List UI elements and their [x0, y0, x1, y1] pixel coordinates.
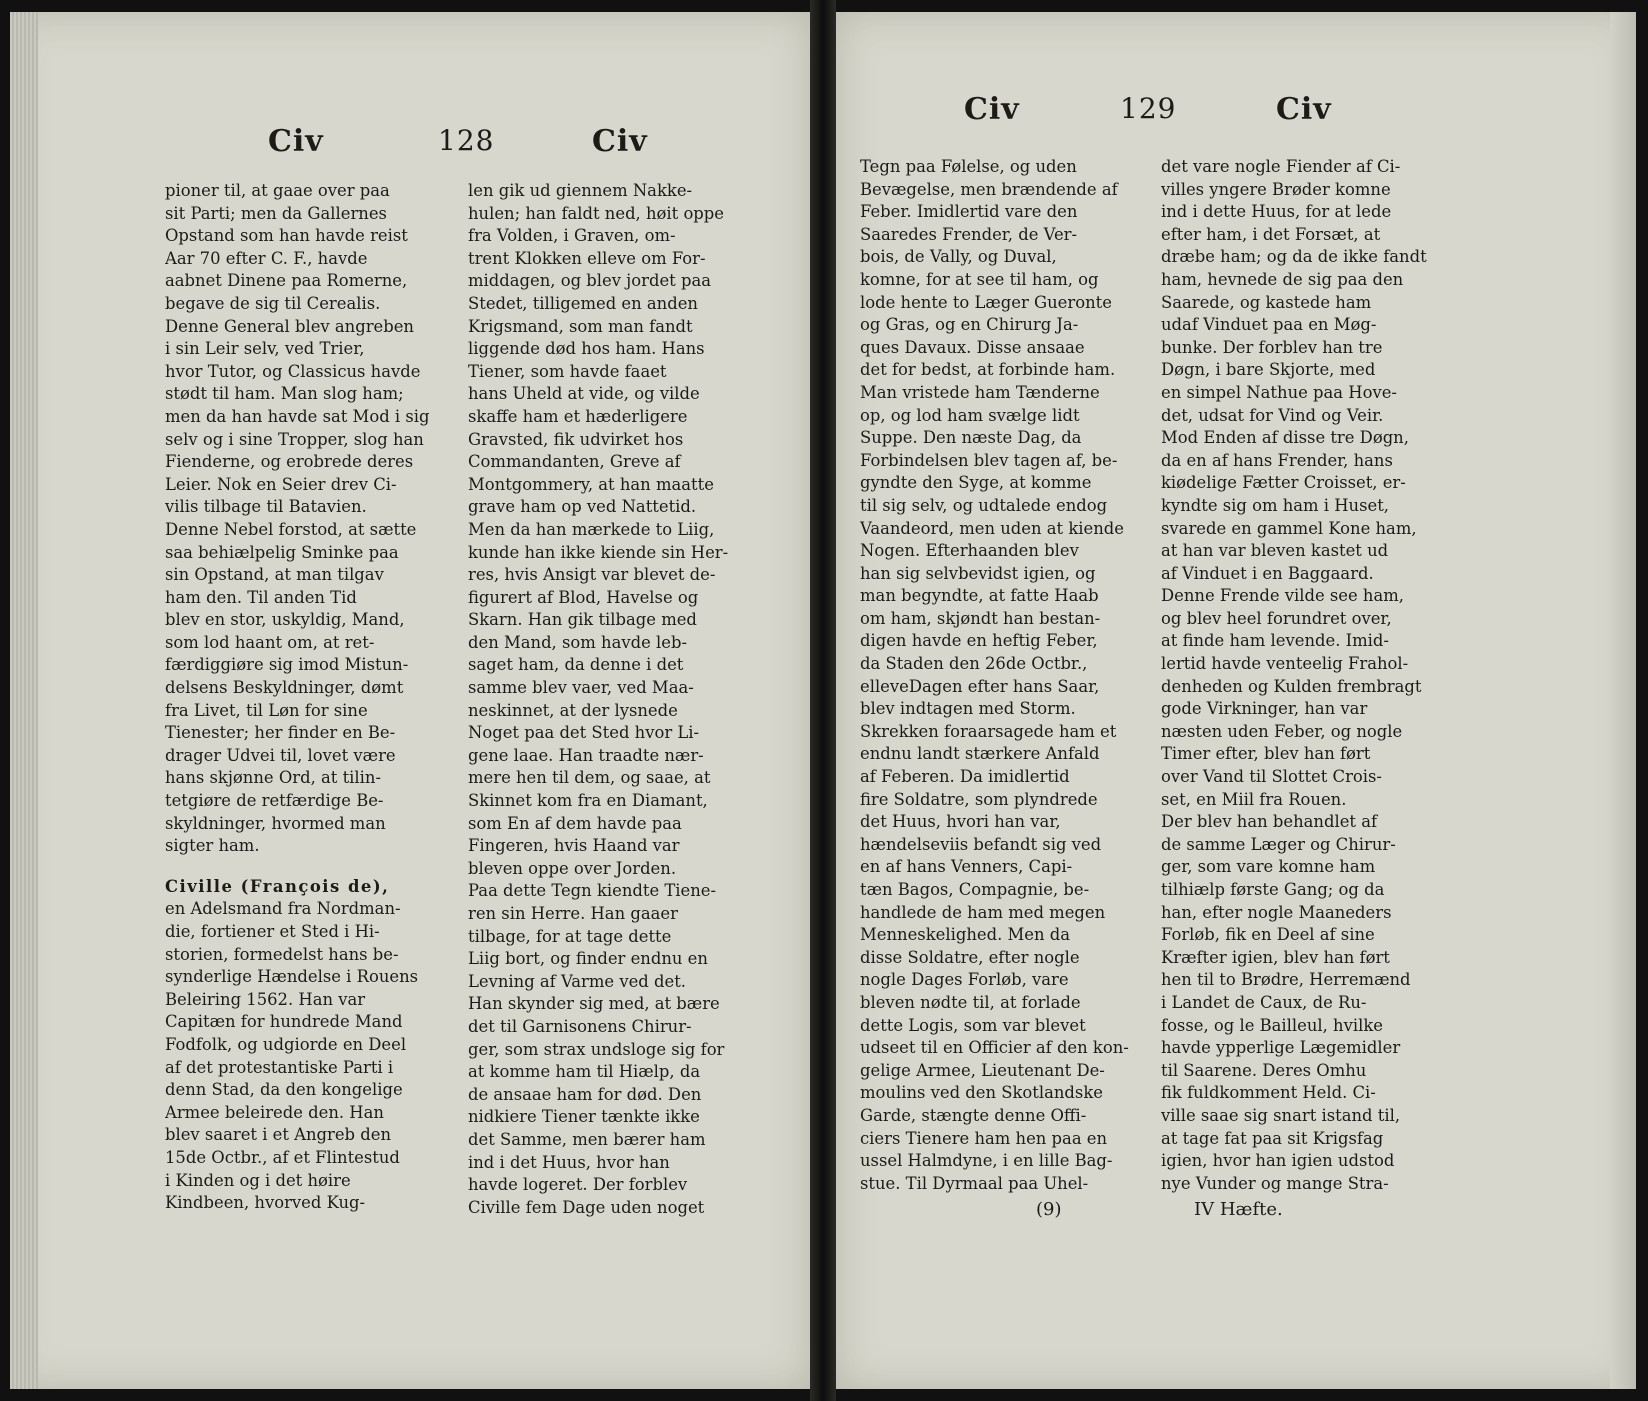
text-line: Stedet, tilligemed en anden [468, 293, 698, 313]
text-line: Vaandeord, men uden at kiende [860, 518, 1124, 538]
text-line: det Samme, men bærer ham [468, 1129, 706, 1149]
text-line: de samme Læger og Chirur- [1161, 834, 1396, 854]
text-line: at komme ham til Hiælp, da [468, 1062, 701, 1082]
text-line: Tiener, som havde faaet [468, 361, 667, 381]
text-line: kunde han ikke kiende sin Her- [468, 542, 729, 562]
text-line: Gravsted, fik udvirket hos [468, 429, 684, 449]
text-line: den Mand, som havde leb- [468, 632, 687, 652]
text-line: ger, som strax undsloge sig for [468, 1039, 725, 1059]
text-line: ham den. Til anden Tid [165, 587, 357, 607]
text-line: at tage fat paa sit Krigsfag [1161, 1128, 1384, 1148]
text-line: en Adelsmand fra Nordman- [165, 899, 401, 919]
text-line: lertid havde venteelig Frahol- [1161, 654, 1409, 674]
text-line: at han var bleven kastet ud [1161, 541, 1389, 561]
text-line: fire Soldatre, som plyndrede [860, 789, 1098, 809]
running-head-word: Civ [1276, 92, 1332, 127]
text-line: Liig bort, og finder endnu en [468, 949, 708, 969]
text-line: blev en stor, uskyldig, Mand, [165, 610, 405, 630]
text-line: nye Vunder og mange Stra- [1161, 1173, 1389, 1193]
text-line: neskinnet, at der lysnede [468, 700, 678, 720]
text-line: handlede de ham med megen [860, 902, 1106, 922]
text-line: tæn Bagos, Compagnie, be- [860, 880, 1090, 899]
text-line: saa behiælpelig Sminke paa [165, 542, 399, 562]
text-line: ham, hevnede de sig paa den [1161, 269, 1404, 289]
text-line: len gik ud giennem Nakke- [468, 181, 693, 200]
text-line: han, efter nogle Maaneders [1161, 902, 1392, 922]
text-line: digen havde en heftig Feber, [860, 631, 1098, 651]
text-line: Fingeren, hvis Haand var [468, 836, 680, 856]
text-line: Commandanten, Greve af [468, 452, 681, 472]
text-line: hulen; han faldt ned, høit oppe [468, 203, 724, 223]
text-line: 15de Octbr., af et Flintestud [165, 1147, 400, 1167]
text-line: delsens Beskyldninger, dømt [165, 678, 404, 698]
text-line: efter ham, i det Forsæt, at [1161, 224, 1381, 244]
text-line: til sig selv, og udtalede endog [860, 495, 1108, 515]
text-line: de ansaae ham for død. Den [468, 1084, 702, 1104]
volume-note: IV Hæfte. [1194, 1199, 1283, 1220]
text-line: havde ypperlige Lægemidler [1161, 1038, 1401, 1058]
page-edges [1610, 12, 1636, 1389]
text-line: Capitæn for hundrede Mand [165, 1012, 403, 1032]
text-line: fra Livet, til Løn for sine [165, 700, 368, 720]
text-line: hen til to Brødre, Herremænd [1161, 970, 1411, 990]
text-line: begave de sig til Cerealis. [165, 293, 381, 313]
text-line: man begyndte, at fatte Haab [860, 586, 1099, 606]
text-line: ciers Tienere ham hen paa en [860, 1128, 1108, 1148]
text-line: tilbage, for at tage dette [468, 926, 672, 946]
text-line: fik fuldkomment Held. Ci- [1161, 1083, 1376, 1103]
text-line: igien, hvor han igien udstod [1161, 1151, 1395, 1171]
text-line: Levning af Varme ved det. [468, 971, 686, 991]
text-line: Denne Nebel forstod, at sætte [165, 519, 417, 539]
text-line: og blev heel forundret over, [1161, 608, 1392, 628]
text-line: Der blev han behandlet af [1161, 812, 1378, 832]
text-line: Skarn. Han gik tilbage med [468, 610, 697, 630]
text-line: gode Virkninger, han var [1161, 699, 1368, 719]
text-line: dræbe ham; og da de ikke fandt [1161, 247, 1427, 267]
text-line: Suppe. Den næste Dag, da [860, 428, 1082, 448]
text-line: gyndte den Syge, at komme [860, 473, 1092, 493]
running-head-left [10, 124, 810, 166]
text-line: blev indtagen med Storm. [860, 699, 1076, 719]
text-line: som En af dem havde paa [468, 813, 682, 833]
text-line: ind i det Huus, hvor han [468, 1152, 670, 1172]
running-head-word: Civ [592, 124, 648, 159]
book-gutter [810, 0, 836, 1401]
left-page [10, 12, 810, 1389]
page-number: 129 [1120, 92, 1177, 125]
text-line: af det protestantiske Parti i [165, 1057, 394, 1077]
text-line: i Landet de Caux, de Ru- [1161, 992, 1367, 1012]
text-line: Fienderne, og erobrede deres [165, 452, 414, 472]
text-line: stue. Til Dyrmaal paa Uhel- [860, 1173, 1089, 1193]
text-line: sit Parti; men da Gallernes [165, 203, 387, 223]
text-line: Armee beleirede den. Han [165, 1102, 384, 1122]
text-line: at finde ham levende. Imid- [1161, 631, 1389, 651]
text-line: synderlige Hændelse i Rouens [165, 967, 419, 987]
text-line: da en af hans Frender, hans [1161, 450, 1393, 470]
text-line: storien, formedelst hans be- [165, 944, 399, 964]
text-line: Noget paa det Sted hvor Li- [468, 723, 700, 743]
text-line: af Feberen. Da imidlertid [860, 767, 1070, 787]
running-head-word: Civ [964, 92, 1020, 127]
text-line: Beleiring 1562. Han var [165, 989, 366, 1009]
text-line: det vare nogle Fiender af Ci- [1161, 157, 1401, 176]
text-line: tetgiøre de retfærdige Be- [165, 791, 384, 811]
text-line: hans Uheld at vide, og vilde [468, 384, 700, 404]
text-line: da Staden den 26de Octbr., [860, 654, 1088, 674]
text-line: skaffe ham et hæderligere [468, 406, 688, 426]
text-line: svarede en gammel Kone ham, [1161, 518, 1417, 538]
text-line: op, og lod ham svælge lidt [860, 405, 1080, 425]
text-line: hvor Tutor, og Classicus havde [165, 361, 421, 381]
text-line: Saarede, og kastede ham [1161, 292, 1372, 312]
text-line: lode hente to Læger Gueronte [860, 292, 1112, 312]
entry-heading: Civille (François de), [165, 876, 390, 896]
text-line: nogle Dages Forløb, vare [860, 970, 1069, 990]
left-page-column-2 [468, 180, 753, 1219]
text-line: bleven oppe over Jorden. [468, 858, 677, 878]
text-line: figurert af Blod, Havelse og [468, 587, 699, 607]
right-page-column-1 [860, 156, 1140, 1195]
text-line: Døgn, i bare Skjorte, med [1161, 360, 1376, 380]
text-line: over Vand til Slottet Crois- [1161, 767, 1382, 787]
text-line: til Saarene. Deres Omhu [1161, 1060, 1367, 1080]
text-line: drager Udvei til, lovet være [165, 745, 396, 765]
text-line: Timer efter, blev han ført [1161, 744, 1371, 764]
text-line: Nogen. Efterhaanden blev [860, 541, 1079, 561]
text-line: det, udsat for Vind og Veir. [1161, 405, 1384, 425]
text-line: sigter ham. [165, 836, 260, 856]
text-line: villes yngere Brøder komne [1161, 179, 1391, 199]
text-line: trent Klokken elleve om For- [468, 248, 706, 268]
text-line: en simpel Nathue paa Hove- [1161, 382, 1397, 402]
text-line: dette Logis, som var blevet [860, 1015, 1086, 1035]
text-line: Civille fem Dage uden noget [468, 1197, 705, 1217]
text-line: udseet til en Officier af den kon- [860, 1038, 1129, 1058]
text-line: Han skynder sig med, at bære [468, 994, 720, 1014]
text-line: Denne General blev angreben [165, 316, 414, 336]
text-line: blev saaret i et Angreb den [165, 1125, 392, 1145]
text-line: vilis tilbage til Batavien. [165, 497, 367, 517]
page-edges [10, 12, 38, 1389]
text-line: som lod haant om, at ret- [165, 632, 375, 652]
signature-mark: (9) [1036, 1199, 1062, 1220]
text-line: fosse, og le Bailleul, hvilke [1161, 1015, 1383, 1035]
text-line: det for bedst, at forbinde ham. [860, 360, 1116, 380]
text-line: i sin Leir selv, ved Trier, [165, 339, 365, 359]
text-line: Denne Frende vilde see ham, [1161, 586, 1404, 606]
text-line: kyndte sig om ham i Huset, [1161, 495, 1390, 515]
text-line: Skrekken foraarsagede ham et [860, 721, 1117, 741]
text-line: pioner til, at gaae over paa [165, 181, 390, 200]
text-line: komne, for at see til ham, og [860, 269, 1099, 289]
text-line: Garde, stængte denne Offi- [860, 1105, 1087, 1125]
text-line: det til Garnisonens Chirur- [468, 1016, 692, 1036]
text-line: ussel Halmdyne, i en lille Bag- [860, 1151, 1113, 1171]
text-line: saget ham, da denne i det [468, 655, 684, 675]
text-line: Aar 70 efter C. F., havde [165, 248, 368, 268]
text-line: ville saae sig snart istand til, [1161, 1105, 1401, 1125]
text-line: Mod Enden af disse tre Døgn, [1161, 428, 1409, 448]
text-line: Tegn paa Følelse, og uden [860, 157, 1077, 176]
text-line: Tienester; her finder en Be- [165, 723, 396, 743]
text-line: aabnet Dinene paa Romerne, [165, 271, 408, 291]
text-line: skyldninger, hvormed man [165, 813, 386, 833]
text-line: Forløb, fik en Deel af sine [1161, 925, 1375, 945]
text-line: Krigsmand, som man fandt [468, 316, 693, 336]
text-line: næsten uden Feber, og nogle [1161, 721, 1403, 741]
text-line: moulins ved den Skotlandske [860, 1083, 1103, 1103]
text-line: ren sin Herre. Han gaaer [468, 904, 678, 923]
text-line: denheden og Kulden frembragt [1161, 676, 1422, 696]
text-line: ger, som vare komne ham [1161, 857, 1376, 877]
text-line: det Huus, hvori han var, [860, 812, 1061, 832]
text-line: Bevægelse, men brændende af [860, 179, 1118, 199]
text-line: Paa dette Tegn kiendte Tiene- [468, 881, 717, 901]
text-line: selv og i sine Tropper, slog han [165, 429, 424, 449]
text-line: Forbindelsen blev tagen af, be- [860, 450, 1118, 470]
text-line: Feber. Imidlertid vare den [860, 202, 1078, 222]
page-number: 128 [438, 124, 495, 157]
text-line: hændelseviis befandt sig ved [860, 834, 1102, 854]
text-line: færdiggiøre sig imod Mistun- [165, 655, 409, 675]
text-line: Montgommery, at han maatte [468, 474, 714, 494]
left-page-column-1 [165, 180, 447, 1215]
text-line: en af hans Venners, Capi- [860, 857, 1073, 877]
text-line: res, hvis Ansigt var blevet de- [468, 565, 716, 585]
text-line: ques Davaux. Disse ansaae [860, 337, 1085, 357]
text-line: disse Soldatre, efter nogle [860, 947, 1080, 967]
text-line: fra Volden, i Graven, om- [468, 226, 676, 246]
text-line: Kindbeen, hvorved Kug- [165, 1193, 366, 1213]
text-line: og Gras, og en Chirurg Ja- [860, 315, 1079, 335]
text-line: han sig selvbevidst igien, og [860, 563, 1096, 583]
running-head-right [836, 92, 1636, 134]
text-line: elleveDagen efter hans Saar, [860, 676, 1100, 696]
text-line: om ham, skjøndt han bestan- [860, 608, 1101, 628]
text-line: Skinnet kom fra en Diamant, [468, 791, 708, 811]
text-line: mere hen til dem, og saae, at [468, 768, 711, 788]
text-line: i Kinden og i det høire [165, 1170, 351, 1190]
text-line: samme blev vaer, ved Maa- [468, 678, 694, 698]
text-line: denn Stad, da den kongelige [165, 1080, 403, 1100]
text-line: Men da han mærkede to Liig, [468, 519, 715, 539]
text-line: Menneskelighed. Men da [860, 925, 1070, 945]
text-line: Fodfolk, og udgiorde en Deel [165, 1034, 407, 1054]
text-line: stødt til ham. Man slog ham; [165, 384, 404, 404]
text-line: Man vristede ham Tænderne [860, 382, 1100, 402]
text-line: bois, de Vally, og Duval, [860, 247, 1057, 267]
running-head-word: Civ [268, 124, 324, 159]
text-line: gelige Armee, Lieutenant De- [860, 1060, 1105, 1080]
text-line: ind i dette Huus, for at lede [1161, 202, 1392, 222]
text-line: udaf Vinduet paa en Møg- [1161, 315, 1377, 335]
text-line: set, en Miil fra Rouen. [1161, 789, 1347, 809]
text-line: hans skjønne Ord, at tilin- [165, 768, 381, 788]
text-line: die, fortiener et Sted i Hi- [165, 922, 380, 941]
text-line: kiødelige Fætter Croisset, er- [1161, 473, 1406, 493]
text-line: Kræfter igien, blev han ført [1161, 947, 1390, 967]
text-line: tilhiælp første Gang; og da [1161, 880, 1385, 899]
text-line: bunke. Der forblev han tre [1161, 337, 1383, 357]
text-line: Opstand som han havde reist [165, 226, 408, 246]
right-page [836, 12, 1636, 1389]
text-line: men da han havde sat Mod i sig [165, 406, 430, 426]
text-line: gene laae. Han traadte nær- [468, 745, 704, 765]
text-line: bleven nødte til, at forlade [860, 992, 1081, 1012]
text-line: middagen, og blev jordet paa [468, 271, 711, 291]
right-page-column-2 [1161, 156, 1443, 1195]
text-line: af Vinduet i en Baggaard. [1161, 563, 1374, 583]
text-line: liggende død hos ham. Hans [468, 339, 705, 359]
text-line: nidkiere Tiener tænkte ikke [468, 1107, 700, 1127]
text-line: Leier. Nok en Seier drev Ci- [165, 474, 397, 494]
text-line: Saaredes Frender, de Ver- [860, 224, 1078, 244]
text-line: grave ham op ved Nattetid. [468, 497, 697, 517]
text-line: endnu landt stærkere Anfald [860, 744, 1100, 764]
text-line: havde logeret. Der forblev [468, 1175, 688, 1195]
text-line: sin Opstand, at man tilgav [165, 565, 384, 585]
